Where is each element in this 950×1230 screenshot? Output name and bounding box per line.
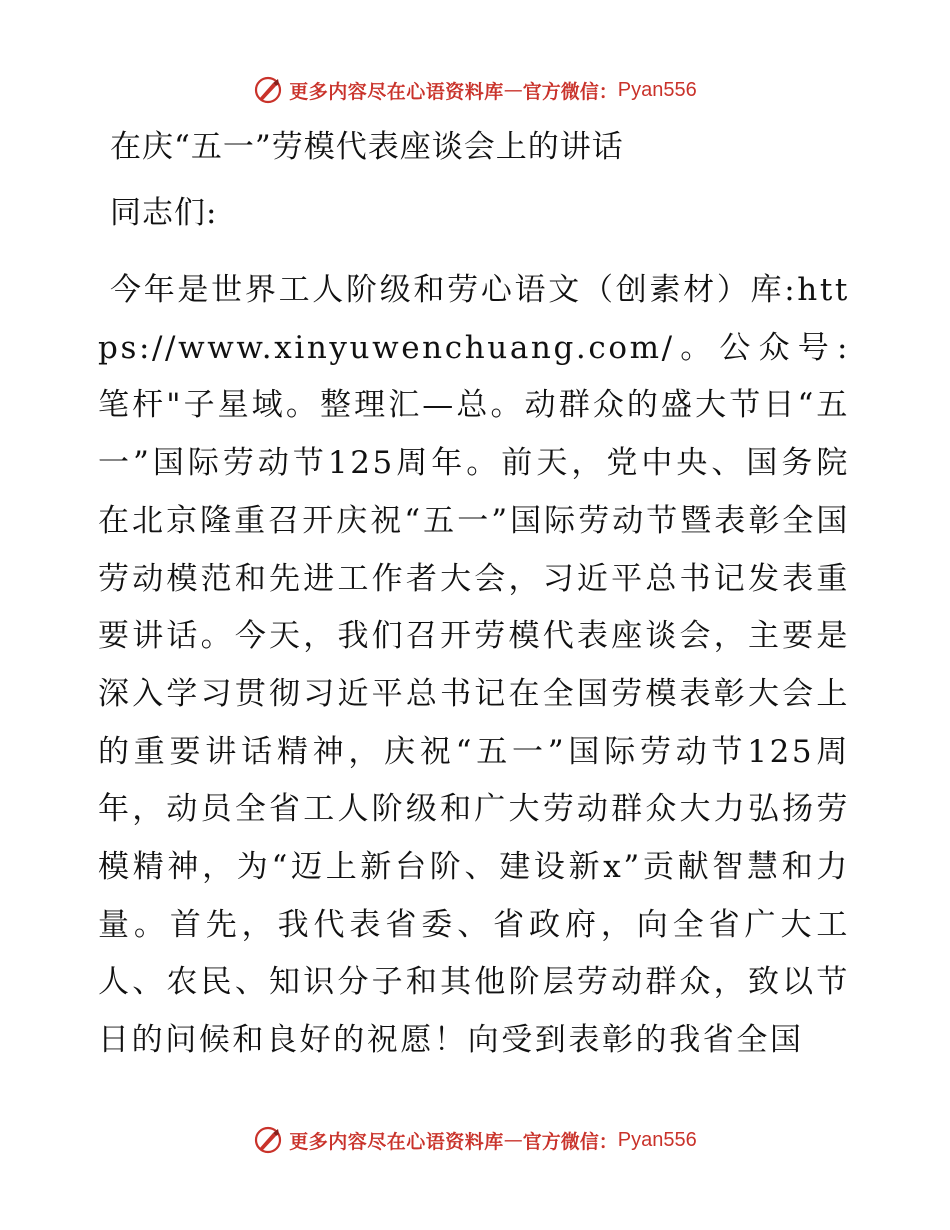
quill-logo-icon [253, 75, 283, 105]
banner-contact-id: Pyan556 [617, 78, 697, 101]
body-paragraph: 今年是世界工人阶级和劳心语文（创素材）库:https://www.xinyuwenchuang.com/。公众号: 笔杆"子星域。整理汇—总。动群众的盛大节日“五一”国际劳动节125周年。前天，党中央、国务院在北京隆重召开庆祝“五一”国际劳动节暨表彰全国劳动模范和先进工作者大会，习近平总书记发表重要讲话。今天，我们召开劳模代表座谈会，主要是深入学习贯彻习近平总书记在全国劳模表彰大会上的重要讲话精神，庆祝“五一”国际劳动节125周年，动员全省工人阶级和广大劳动群众大力弘扬劳模精神，为“迈上新台阶、建设新x”贡献智慧和力量。首先，我代表省委、省政府，向全省广大工人、农民、知识分子和其他阶层劳动群众，致以节日的问候和良好的祝愿！向受到表彰的我省全国 [98, 272, 850, 1059]
quill-logo-icon [253, 1125, 283, 1155]
banner-text: 更多内容尽在心语资料库 [289, 80, 504, 103]
banner-separator: — [503, 1129, 523, 1151]
header-banner [0, 70, 950, 110]
document-title: 在庆“五一”劳模代表座谈会上的讲话 [110, 129, 624, 165]
banner-contact-label: 官方微信： [522, 1130, 618, 1153]
footer-banner [0, 1120, 950, 1160]
banner-separator: — [503, 79, 523, 101]
salutation: 同志们: [110, 195, 218, 231]
document-body [98, 118, 850, 1070]
banner-contact-id: Pyan556 [617, 1128, 697, 1151]
banner-text: 更多内容尽在心语资料库 [289, 1130, 504, 1153]
banner-contact-label: 官方微信： [522, 80, 618, 103]
